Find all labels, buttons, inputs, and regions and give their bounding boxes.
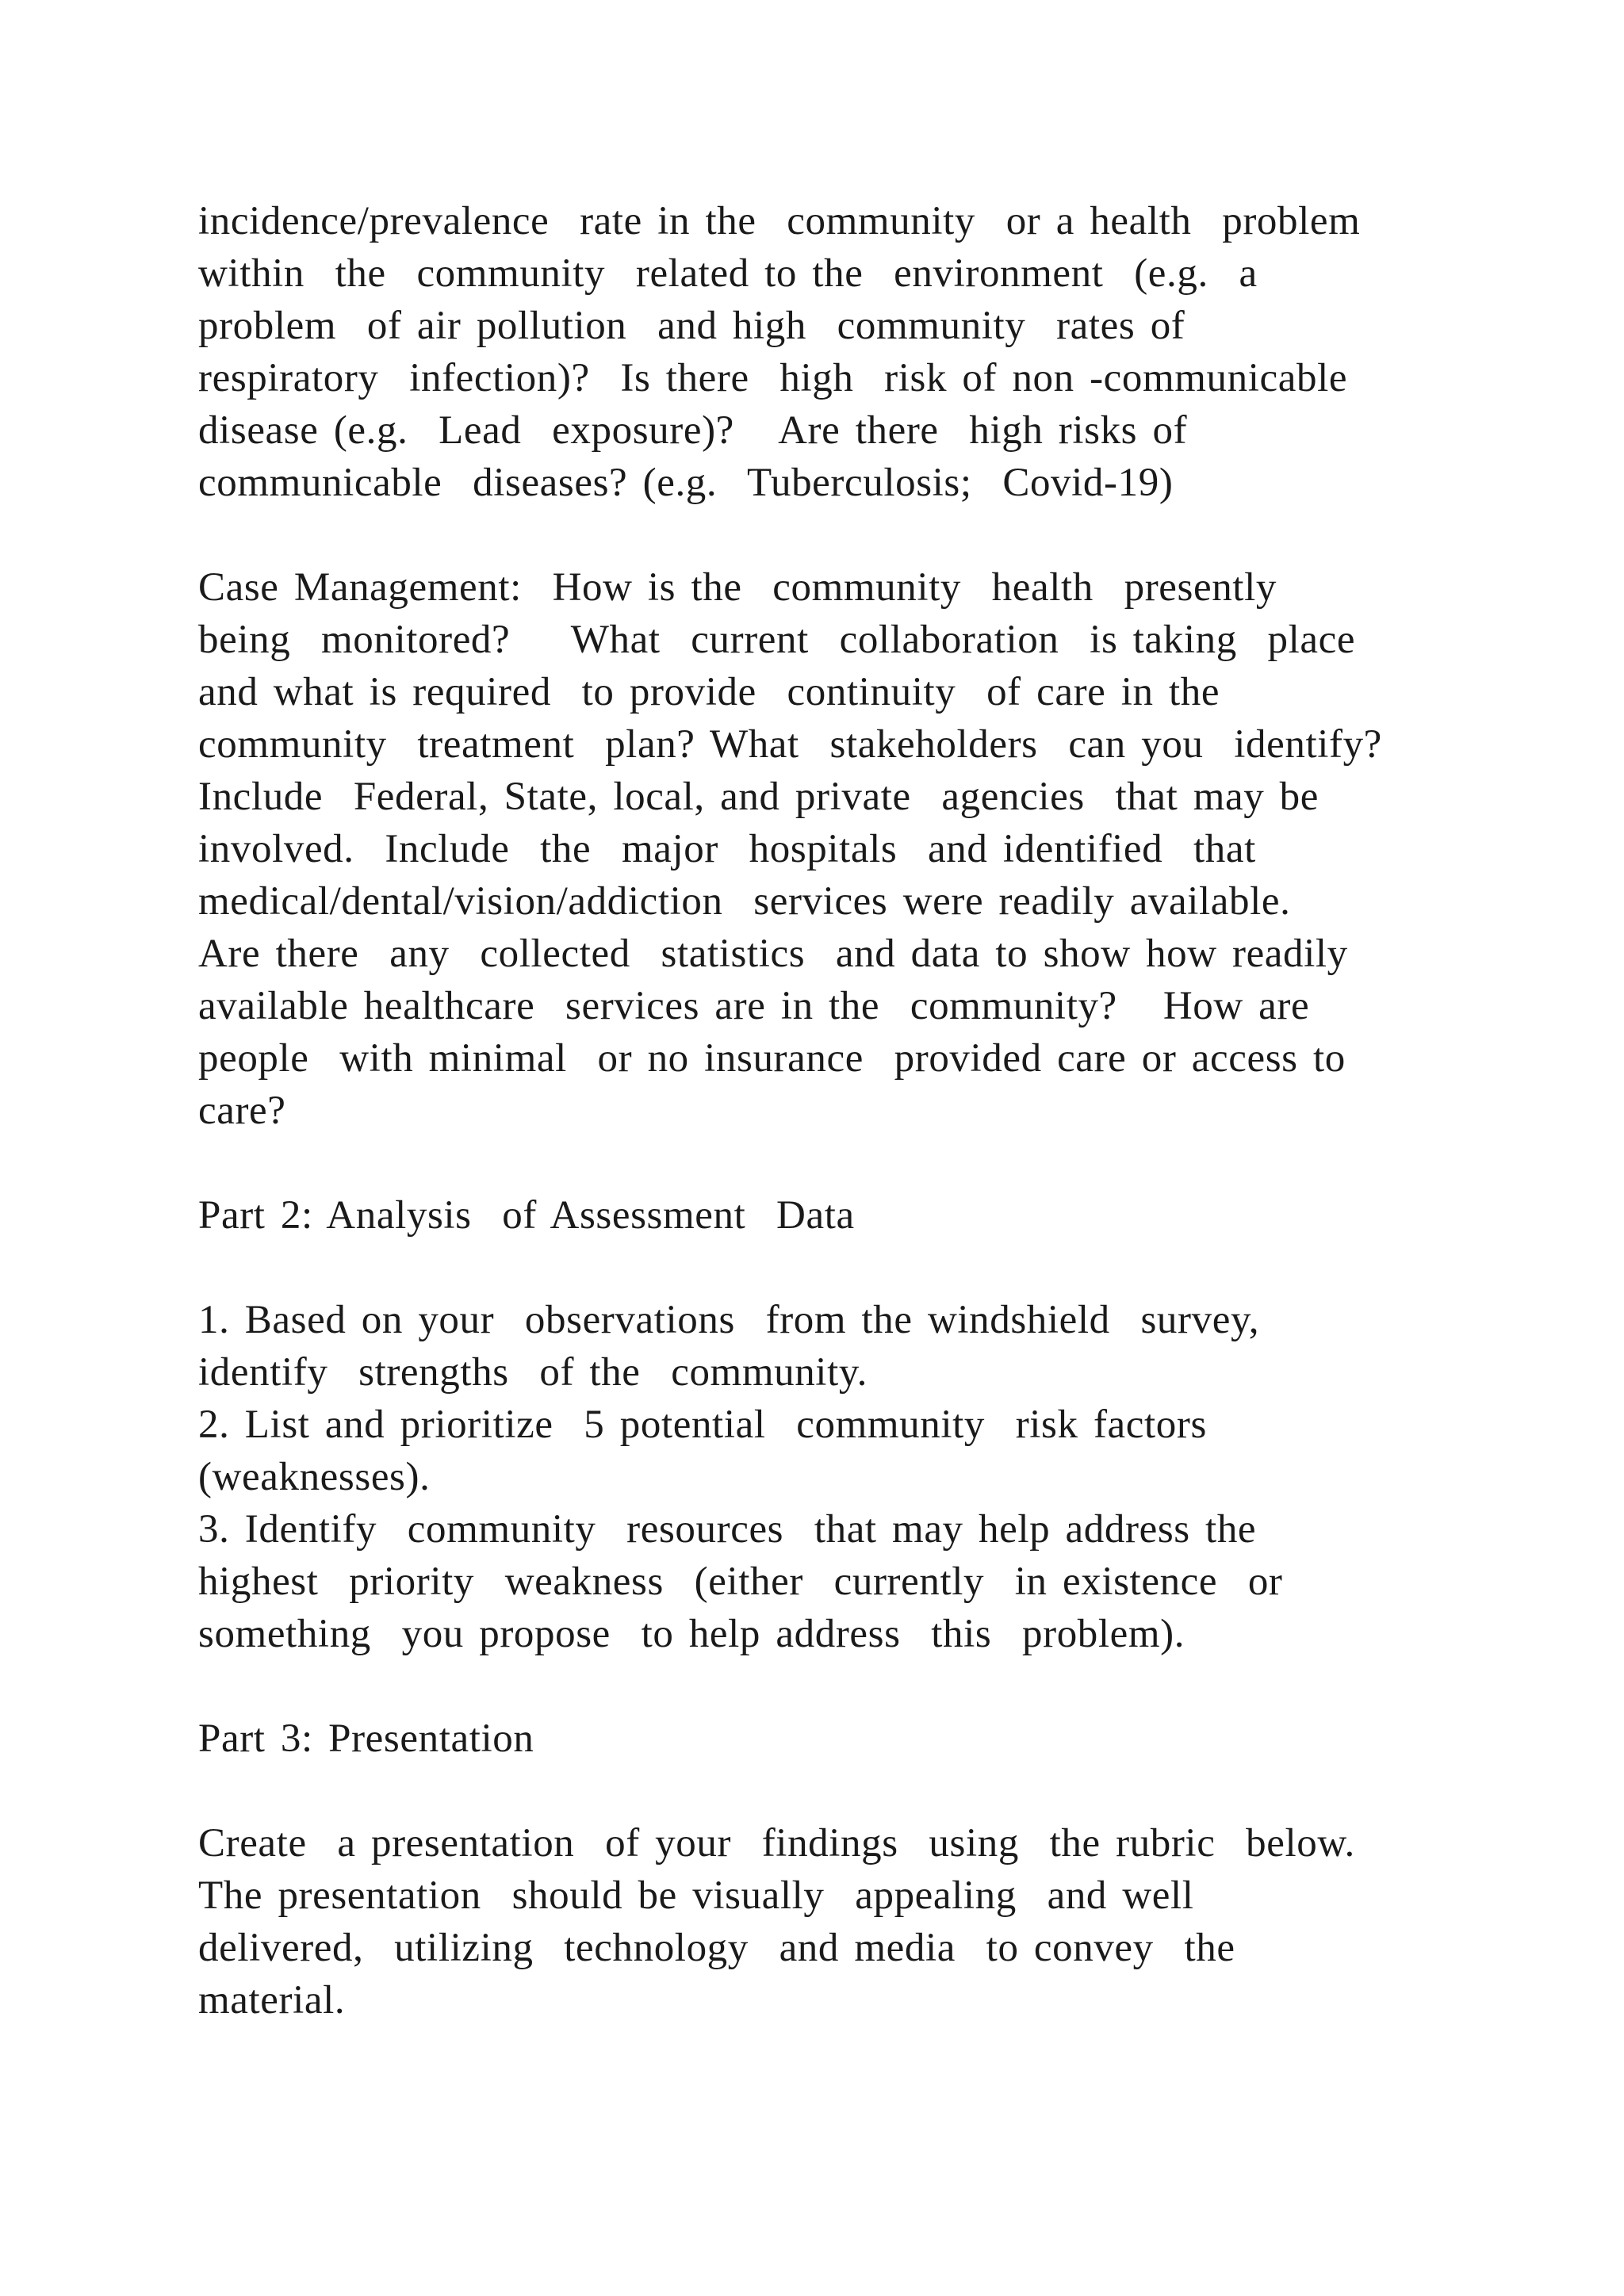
part2-heading: Part 2: Analysis of Assessment Data xyxy=(198,1193,855,1238)
text-line: disease (e.g. Lead exposure)? Are there high risks of xyxy=(198,408,1188,453)
text-line: something you propose to help address this problem). xyxy=(198,1612,1185,1656)
paragraph-presentation xyxy=(198,1817,1546,2026)
text-line: The presentation should be visually appealing and well xyxy=(198,1873,1194,1918)
text-line: Create a presentation of your findings using the rubric below. xyxy=(198,1821,1355,1866)
text-line: communicable diseases? (e.g. Tuberculosis; Covid-19) xyxy=(198,461,1174,505)
paragraph-gap xyxy=(198,1242,1546,1294)
text-line: identify strengths of the community. xyxy=(198,1350,868,1395)
text-line: within the community related to the environment (e.g. a xyxy=(198,251,1258,296)
text-line: Include Federal, State, local, and private agencies that may be xyxy=(198,775,1319,819)
text-line: being monitored? What current collaboration is taking place xyxy=(198,618,1356,662)
text-line: community treatment plan? What stakeholders can you identify? xyxy=(198,722,1382,767)
text-line: incidence/prevalence rate in the community or a health problem xyxy=(198,199,1361,243)
text-line: highest priority weakness (either currently in existence or xyxy=(198,1559,1283,1604)
text-line: material. xyxy=(198,1978,346,2022)
text-line: (weaknesses). xyxy=(198,1455,431,1499)
part3-heading: Part 3: Presentation xyxy=(198,1716,534,1761)
paragraph-risk-factors xyxy=(198,195,1546,509)
text-line: care? xyxy=(198,1089,286,1133)
text-line: people with minimal or no insurance provided care or access to xyxy=(198,1036,1346,1081)
text-line: respiratory infection)? Is there high risk of non -communicable xyxy=(198,356,1348,400)
paragraph-gap xyxy=(198,1765,1546,1817)
paragraph-analysis-steps xyxy=(198,1294,1546,1660)
paragraph-case-management xyxy=(198,561,1546,1137)
text-line: 1. Based on your observations from the windshield survey, xyxy=(198,1298,1260,1342)
paragraph-gap xyxy=(198,1660,1546,1712)
text-line: medical/dental/vision/addiction services were readily available. xyxy=(198,879,1291,924)
paragraph-gap xyxy=(198,1137,1546,1189)
text-line: involved. Include the major hospitals and identified that xyxy=(198,827,1256,871)
paragraph-gap xyxy=(198,509,1546,561)
text-line: delivered, utilizing technology and media to convey the xyxy=(198,1926,1235,1970)
text-line: available healthcare services are in the community? How are xyxy=(198,984,1310,1028)
text-line: 2. List and prioritize 5 potential community risk factors xyxy=(198,1402,1207,1447)
document-body xyxy=(198,195,1546,2026)
text-line: problem of air pollution and high community rates of xyxy=(198,304,1185,348)
text-line: and what is required to provide continuity of care in the xyxy=(198,670,1220,714)
text-line: Case Management: How is the community health presently xyxy=(198,565,1277,610)
text-line: Are there any collected statistics and data to show how readily xyxy=(198,932,1348,976)
text-line: 3. Identify community resources that may help address the xyxy=(198,1507,1257,1552)
